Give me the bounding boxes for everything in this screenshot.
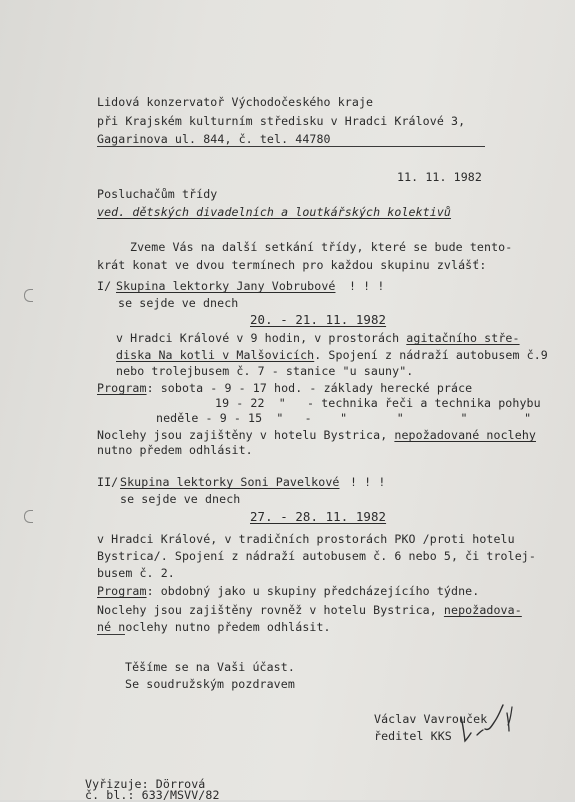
signer-role: ředitel KKS bbox=[374, 729, 452, 743]
closing-line-1: Těšíme se na Vaši účast. bbox=[125, 660, 295, 674]
group2-place-2: Bystrica/. Spojení z nádraží autobusem č. 6 nebo 5, či trolej- bbox=[97, 549, 536, 563]
addressee-line-1: Posluchačům třídy bbox=[97, 187, 218, 201]
group1-program-2: 19 - 22 " - technika řeči a technika pohybu bbox=[215, 396, 541, 410]
letter-date: 11. 11. 1982 bbox=[397, 170, 482, 184]
closing-line-2: Se soudružským pozdravem bbox=[125, 677, 295, 691]
header-line-2: při Krajském kulturním středisku v Hradci Králové 3, bbox=[97, 114, 466, 128]
group2-lodging-1: Noclehy jsou zajištěny rovněž v hotelu Bystrica, nepožadova- bbox=[97, 603, 522, 617]
group1-marks: ! ! ! bbox=[349, 279, 385, 293]
group2-lodging-2: né noclehy nutno předem odhlásit. bbox=[97, 620, 331, 634]
header-rule bbox=[97, 146, 485, 147]
signer-name: Václav Vavrouček bbox=[374, 712, 488, 726]
group1-meets: se sejde ve dnech bbox=[118, 296, 239, 310]
group1-lodging-1: Noclehy jsou zajištěny v hotelu Bystrica, nepožadované noclehy bbox=[97, 428, 536, 442]
group2-dates: 27. - 28. 11. 1982 bbox=[250, 509, 387, 524]
group1-prefix: I/ bbox=[97, 279, 112, 293]
group2-program: Program: obdobný jako u skupiny předcházejícího týdne. bbox=[97, 584, 480, 598]
group1-place-1: v Hradci Králové v 9 hodin, v prostorách agitačního stře- bbox=[116, 331, 520, 345]
addressee-line-2: ved. dětských divadelních a loutkářských kolektivů bbox=[97, 205, 452, 219]
group2-place-1: v Hradci Králové, v tradičních prostorách PKO /proti hotelu bbox=[97, 532, 515, 546]
handwritten-signature bbox=[455, 695, 525, 755]
punch-hole-bottom bbox=[24, 510, 33, 523]
group2-prefix: II/ bbox=[97, 475, 119, 489]
group2-meets: se sejde ve dnech bbox=[120, 492, 241, 506]
group2-lodging-underline bbox=[97, 634, 125, 635]
intro-line-2: krát konat ve dvou termínech pro každou skupinu zvlášť: bbox=[97, 258, 487, 272]
group1-title: Skupina lektorky Jany Vobrubové bbox=[116, 279, 336, 293]
group1-place-2: diska Na kotli v Malšovicích. Spojení z nádraží autobusem č.9 bbox=[116, 348, 548, 362]
group1-dates: 20. - 21. 11. 1982 bbox=[250, 312, 387, 327]
group1-program-1: Program: sobota - 9 - 17 hod. - základy herecké práce bbox=[97, 381, 473, 395]
header-line-1: Lidová konzervatoř Východočeského kraje bbox=[97, 95, 374, 109]
footer-line-1: Vyřizuje: Dörrová bbox=[85, 777, 206, 791]
group1-lodging-2: nutno předem odhlásit. bbox=[97, 443, 253, 457]
group1-place-3: nebo trolejbusem č. 7 - stanice "u sauny". bbox=[116, 364, 414, 378]
header-line-3: Gagarinova ul. 844, č. tel. 44780 bbox=[97, 132, 331, 146]
group2-title: Skupina lektorky Soni Pavelkové bbox=[120, 475, 340, 489]
intro-line-1: Zveme Vás na další setkání třídy, které se bude tento- bbox=[130, 240, 513, 254]
punch-hole-top bbox=[24, 289, 33, 302]
group2-marks: ! ! ! bbox=[350, 475, 386, 489]
group1-program-3: neděle - 9 - 15 " - " " " " bbox=[156, 411, 532, 425]
group2-place-3: busem č. 2. bbox=[97, 566, 175, 580]
footer-line-2: č. bl.: 633/MSVV/82 bbox=[85, 788, 220, 802]
